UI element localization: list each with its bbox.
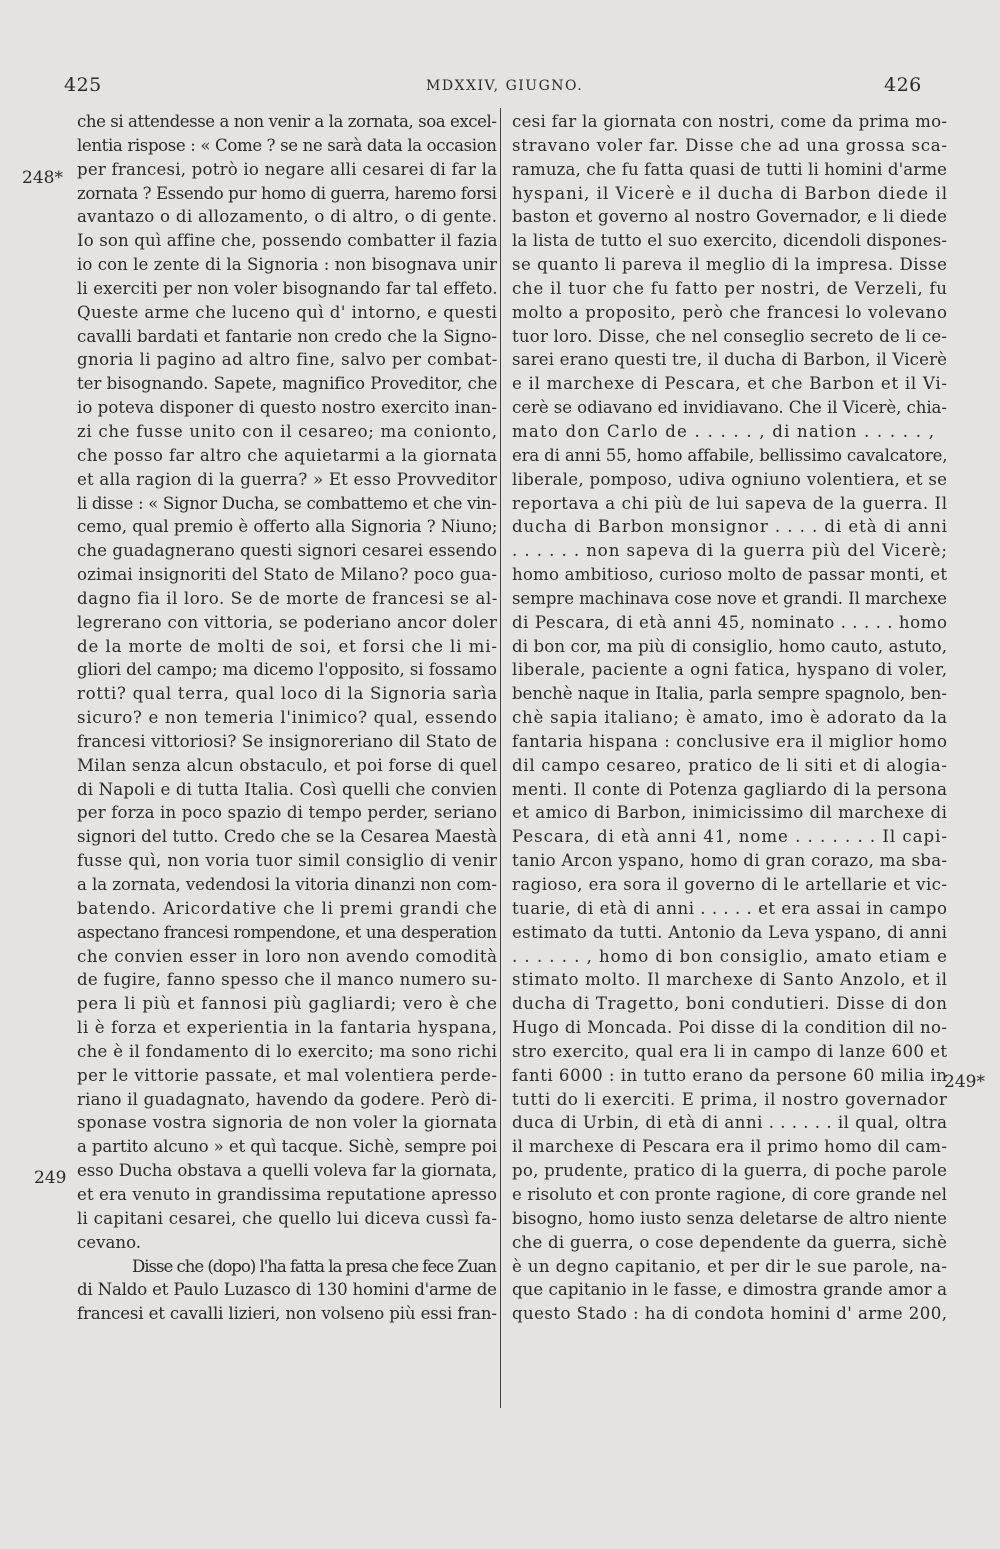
text-line: sicuro? e non temeria l'inimico? qual, essendo [77,708,498,728]
text-line: di Pescara, di età anni 45, nominato . . . . . homo [512,612,948,632]
column-divider [500,108,501,1408]
text-line: stimato molto. Il marchexe di Santo Anzolo, et il [512,970,948,990]
text-line: legrerano con vittoria, se poderiano ancor doler [77,612,498,632]
running-head: MDXXIV, GIUGNO. [426,78,584,94]
text-line: di bon cor, ma più di consiglio, homo cauto, astuto, [512,636,948,656]
text-line: che di guerra, o cose dependente da guerra, sichè [512,1232,948,1252]
text-line: de la morte de molti de soi, et forsi che li mi- [77,636,498,656]
text-line: stravano voler far. Disse che ad una grossa sca- [512,135,948,155]
text-line: ducha di Barbon monsignor . . . . di età di anni [512,517,948,537]
text-line: io poteva disponer di questo nostro exercito inan- [77,398,498,418]
text-line: liberale, pomposo, udiva ogniuno volentiera, et se [512,469,948,489]
text-line: fusse quì, non voria tuor simil consiglio di venir [77,851,498,871]
text-line: per francesi, potrò io negare alli cesarei di far la [77,159,498,179]
text-line: io con le zente di la Signoria : non bisognava unir [77,255,498,275]
text-line: rotti? qual terra, qual loco di la Signoria sarìa [77,684,498,704]
text-line: dagno fia il loro. Se de morte de francesi se al- [77,588,498,608]
text-line: liberale, paciente a ogni fatica, hyspano di voler, [512,660,948,680]
text-line: che è il fondamento di lo exercito; ma sono richi [77,1041,498,1061]
right-column [512,110,948,1326]
text-line: li exerciti per non voler bisognando far tal effeto. [77,278,498,298]
text-line: ozimai insignoriti del Stato de Milano? poco gua- [77,565,498,585]
text-line: . . . . . . , homo di bon consiglio, amato etiam e [512,946,948,966]
text-line: la lista de tutto el suo exercito, dicendoli dispones- [512,231,948,251]
text-line: è un degno capitanio, et per dir le sue parole, na- [512,1256,948,1276]
text-line: per le vittorie passate, et mal volentiera perde- [77,1065,498,1085]
text-line: Pescara, di età anni 41, nome . . . . . . . Il capi- [512,827,948,847]
text-line: francesi vittoriosi? Se insignoreriano dil Stato de [77,731,498,751]
text-line: sponase vostra signoria de non voler la giornata [77,1113,498,1133]
text-line: riano il guadagnato, havendo da godere. Però di- [77,1089,498,1109]
text-line: stro exercito, qual era li in campo di lanze 600 et [512,1041,948,1061]
text-line: che il tuor che fu fatto per nostri, de Verzeli, fu [512,278,948,298]
text-line: baston et governo al nostro Governador, e li diede [512,207,948,227]
text-line: era di anni 55, homo affabile, bellissimo cavalcatore, [512,445,948,465]
text-line: cesi far la giornata con nostri, come da prima mo- [512,112,948,131]
text-line: ter bisognando. Sapete, magnifico Proveditor, che [77,374,498,394]
text-line: hyspani, il Vicerè e il ducha di Barbon diede il [512,183,948,203]
text-line: zornata ? Essendo pur homo di guerra, haremo forsi [77,183,497,203]
text-line: Milan senza alcun obstaculo, et poi forse di quel [77,755,498,775]
text-line: lentia rispose : « Come ? se ne sarà data la occasion [77,135,497,155]
margin-note: 249* [944,1072,985,1092]
margin-note: 249 [34,1168,67,1188]
text-line: mato don Carlo de . . . . . , di nation . . . . . , [512,421,936,441]
text-line: che guadagnerano questi signori cesarei essendo [77,541,498,561]
text-line: menti. Il conte di Potenza gagliardo di la persona [512,779,948,799]
text-line: gliori del campo; ma dicemo l'opposito, si fossamo [77,660,497,680]
text-line: benchè naque in Italia, parla sempre spagnolo, ben- [512,684,947,704]
text-line: et amico di Barbon, inimicissimo dil marchexe di [512,803,948,823]
text-line: et era venuto in grandissima reputatione apresso [77,1184,498,1204]
text-line: reportava a chi più de lui sapeva de la guerra. Il [512,493,948,513]
text-line: se quanto li pareva il meglio di la impresa. Disse [512,255,948,275]
text-line: pera li più et fannosi più gagliardi; vero è che [77,994,498,1014]
text-line: tanio Arcon yspano, homo di gran corazo, ma sba- [512,851,948,871]
text-line: cavalli bardati et fantarie non credo che la Signo- [77,326,498,346]
text-line: homo ambitioso, curioso molto de passar monti, et [512,565,948,585]
text-line: a la zornata, vedendosi la vitoria dinanzi non com- [77,875,497,894]
text-line: tuarie, di età di anni . . . . . et era assai in campo [512,898,948,918]
text-line: li capitani cesarei, che quello lui diceva cussì fa- [77,1208,498,1228]
text-line: Io son quì affine che, possendo combatter il fazia [77,231,498,251]
text-line: che si attendesse a non venir a la zornata, soa excel- [77,112,497,131]
page-number-left: 425 [64,74,102,96]
text-line: de fugire, fanno spesso che il manco numero su- [77,970,498,990]
text-line: po, prudente, pratico di la guerra, di poche parole [512,1161,948,1181]
margin-note: 248* [22,168,63,188]
text-line: Queste arme che luceno quì d' intorno, e questi [77,302,498,322]
text-line: di Naldo et Paulo Luzasco di 130 homini d'arme de [77,1280,497,1300]
text-line: cevano. [77,1232,142,1252]
text-line: ducha di Tragetto, boni condutieri. Disse di don [512,994,948,1014]
text-line: a partito alcuno » et quì tacque. Sichè, sempre poi [77,1137,497,1157]
text-line: li è forza et experientia in la fantaria hyspana, [77,1018,498,1038]
text-line: fantaria hispana : conclusive era il miglior homo [512,731,948,751]
text-line: chè sapia italiano; è amato, imo è adorato da la [512,708,948,728]
text-line: questo Stado : ha di condota homini d' arme 200, [512,1304,948,1324]
text-line: signori del tutto. Credo che se la Cesarea Maestà [77,827,498,847]
text-line: cerè se odiavano ed invidiavano. Che il Vicerè, chia- [512,398,947,418]
page-number-right: 426 [884,74,922,96]
text-line: bisogno, homo iusto senza deletarse de altro niente [512,1208,947,1228]
text-line: ramuza, che fu fatta quasi de tutti li homini d'arme [512,159,948,179]
text-line: che convien esser in loro non avendo comodità [77,946,498,966]
text-line: et alla ragion di la guerra? » Et esso Provveditor [77,469,498,489]
text-line: e risoluto et con pronte ragione, di core grande nel [512,1184,948,1204]
text-line: tutti do li exerciti. E prima, il nostro governador [512,1089,948,1109]
text-line: francesi et cavalli lizieri, non volseno più essi fran- [77,1304,497,1324]
text-line: aspectano francesi rompendone, et una desperation [77,922,497,942]
text-line: Disse che (dopo) l'ha fatta la presa che fece Zuan [132,1256,496,1276]
text-line: gnoria li pagino ad altro fine, salvo per combat- [77,350,498,370]
text-line: zi che fusse unito con il cesareo; ma coniontо, [77,421,498,441]
text-line: ragioso, era sora il governo di le artellarie et vic- [512,875,948,894]
left-column [77,110,498,1326]
text-line: che posso far altro che aquietarmi a la giornata [77,445,498,465]
text-line: di Napoli e di tutta Italia. Così quelli che convien [77,779,498,799]
text-line: . . . . . . non sapeva di la guerra più del Vicerè; [512,541,948,561]
text-line: il marchexe di Pescara era il primo homo dil cam- [512,1137,948,1157]
text-line: duca di Urbin, di età di anni . . . . . . il qual, oltra [512,1113,948,1133]
text-line: molto a proposito, però che francesi lo volevano [512,302,948,322]
text-line: per forza in poco spazio di tempo perder, seriano [77,803,498,823]
text-line: tuor loro. Disse, che nel conseglio secreto de li ce- [512,326,948,346]
text-line: avantazo o di allozamento, o di altro, o di gente. [77,207,498,227]
text-line: cemo, qual premio è offerto alla Signoria ? Niuno; [77,517,498,537]
text-line: que capitanio in le fasse, e dimostra grande amor a [512,1280,948,1300]
text-line: e il marchexe di Pescara, et che Barbon et il Vi- [512,374,948,394]
text-line: fanti 6000 : in tutto erano da persone 60 milia in [512,1065,948,1085]
text-line: Hugo di Moncada. Poi disse di la condition dil no- [512,1018,948,1038]
text-line: batendo. Aricordative che li premi grandi che [77,898,498,918]
text-line: li disse : « Signor Ducha, se combattemo et che vin- [77,493,497,513]
text-line: sempre machinava cose nove et grandi. Il marchexe [512,588,947,608]
text-line: esso Ducha obstava a quelli voleva far la giornata, [77,1161,497,1181]
text-line: sarei erano questi tre, il ducha di Barbon, il Vicerè [512,350,948,370]
text-line: estimato da tutti. Antonio da Leva yspano, di anni [512,922,948,942]
text-line: dil campo cesareo, pratico de li siti et di alogia- [512,755,948,775]
